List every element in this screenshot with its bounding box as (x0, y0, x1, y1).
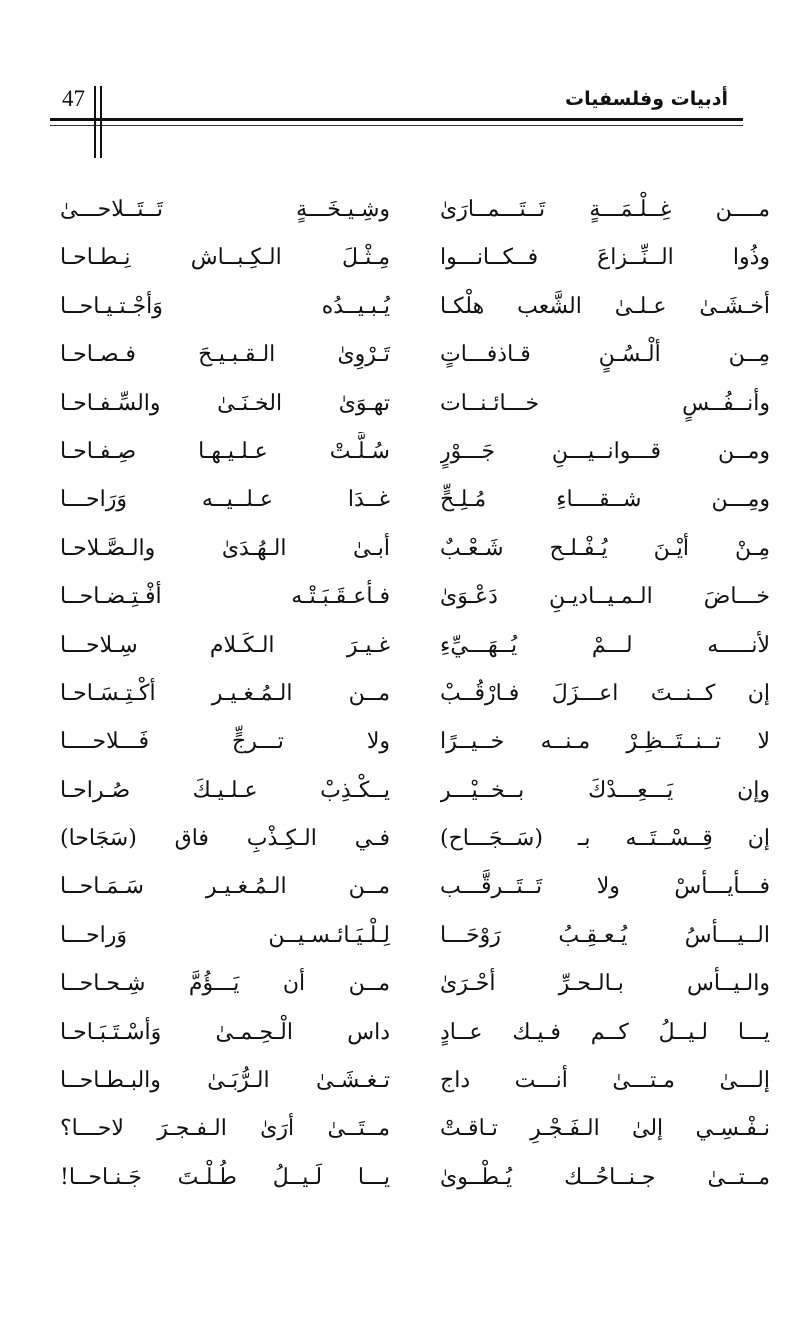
second-hemistich: فـأعـقَـبَـتْـه أفْـتِـضـاحــا (60, 584, 390, 610)
first-hemistich: إلـــىٰ مـتـــىٰ أنـــت داج (440, 1068, 770, 1094)
first-hemistich: وأنــفُــسٍ خـــائـنــات (440, 390, 770, 416)
first-hemistich: مِـنْ أيْـنَ يُـفْـلـح شَـعْـبٌ (440, 535, 770, 561)
verse-couplet (50, 238, 770, 286)
verse-couplet (50, 287, 770, 335)
page-number: 47 (62, 86, 85, 111)
first-hemistich: نـفْـسِـي إلىٰ الـفَـجْـرِ تـاقـتْ (440, 1116, 770, 1142)
verse-couplet (50, 867, 770, 915)
header-vertical-bar (94, 86, 96, 158)
first-hemistich: خـــاضَ الـمـيــاديـنِ دَعْـوَىٰ (440, 584, 770, 610)
verse-couplet (50, 626, 770, 674)
first-hemistich: فـــأيـــأسْ ولا تَــتَــرقَّـــب (440, 874, 770, 900)
verse-couplet (50, 819, 770, 867)
second-hemistich: فـي الـكِـذْبِ فاق (سَجَاحا) (60, 826, 390, 852)
verse-couplet (50, 1158, 770, 1206)
first-hemistich: مــتــىٰ جـنــاحُــك يُـطْــوىٰ (440, 1164, 770, 1190)
second-hemistich: تهـوَىٰ الخـنَـىٰ والسِّـفـاحـا (60, 390, 390, 416)
first-hemistich: والـيــأس بـالـحـرِّ أحْـرَىٰ (440, 971, 770, 997)
verse-couplet (50, 1013, 770, 1061)
second-hemistich: غــدَا عـلــيــه وَرَاحـــا (60, 487, 390, 513)
verse-couplet (50, 190, 770, 238)
verse-couplet (50, 916, 770, 964)
verse-couplet (50, 771, 770, 819)
first-hemistich: مِــن ألْـسُـنٍ قـاذفـــاتٍ (440, 342, 770, 368)
second-hemistich: داس الْـحِـمـىٰ وَأسْـتَـبَـاحـا (60, 1019, 390, 1045)
second-hemistich: مــن الـمُـغـيـر أكْـتِـسَـاحـا (60, 680, 390, 706)
verse-couplet (50, 335, 770, 383)
verse-couplet (50, 384, 770, 432)
second-hemistich: مِـثْـلَ الـكِـبــاش نِـطـاحـا (60, 245, 390, 271)
verse-couplet (50, 722, 770, 770)
verse-couplet (50, 577, 770, 625)
first-hemistich: إن كــنــتَ اعـــزَلَ فـارْقُــبْ (440, 680, 770, 706)
verse-couplet (50, 1109, 770, 1157)
second-hemistich: وشِـيـخَـــةٍ تَــتَــلاحـــىٰ (60, 197, 390, 222)
second-hemistich: مــتَــىٰ أرَىٰ الـفـجـرَ لاحـــا؟ (60, 1116, 390, 1142)
first-hemistich: الــيـــأسُ يُـعـقِـبُ رَوْحَـــا (440, 922, 770, 948)
first-hemistich: وإن يَـــعِـــدْكَ بــخــيْـــر (440, 777, 770, 803)
second-hemistich: سُـلَّـتْ عـلـيـهـا صِـفـاحـا (60, 438, 390, 464)
second-hemistich: مــن الـمُـغـيـر سَـمَـاحــا (60, 874, 390, 900)
verse-couplet (50, 480, 770, 528)
header-rule-thin (50, 125, 743, 126)
verse-couplet (50, 674, 770, 722)
second-hemistich: ولا تـــرجٍّ فَـــلاحــــا (60, 729, 390, 755)
second-hemistich: غـيـرَ الـكَـلام سِـلاحـــا (60, 632, 390, 658)
second-hemistich: تـغـشَـىٰ الـرُّبَـىٰ والبـطـاحــا (60, 1068, 390, 1094)
first-hemistich: إن قِــسْــتَــه بـ (سَــجَـــاح) (440, 826, 770, 852)
second-hemistich: لِـلْـيَـائـسـيــن وَراحـــا (60, 922, 390, 948)
second-hemistich: يـــا لَـيــلُ طُـلْـتَ جَـنـاحــا! (60, 1164, 390, 1190)
second-hemistich: يــكْـذِبْ عـلـيـكَ صُـراحـا (60, 777, 390, 803)
second-hemistich: أبـىٰ الـهُـدَىٰ والـصَّـلاحـا (60, 535, 390, 561)
first-hemistich: لا تــنــتَــظِـرْ مـنــه خــيــرًا (440, 729, 770, 755)
first-hemistich: وذُوا الــنِّــزاعَ فــكــانـــوا (440, 245, 770, 271)
second-hemistich: تَـرْوِىٰ الـقـبـيـحَ فـصـاحـا (60, 342, 390, 368)
poem-body (50, 190, 770, 1206)
verse-couplet (50, 432, 770, 480)
first-hemistich: يـــا لـيــلُ كــم فـيـك عــادٍ (440, 1019, 770, 1045)
first-hemistich: مــــن غِــلْـمَـــةٍ تَــتَـــمــارَىٰ (440, 197, 770, 222)
second-hemistich: يُـبـيــدُه وَأجْـتـيـاحــا (60, 293, 390, 319)
first-hemistich: ومــن قـــوانــيـــنِ جَـــوْرٍ (440, 438, 770, 464)
first-hemistich: أخـشَـىٰ عـلـىٰ الشَّعب هلْكـا (440, 293, 770, 319)
first-hemistich: ومِـــن شــقــــاءِ مُـلِـحٍّ (440, 487, 770, 513)
verse-couplet (50, 1061, 770, 1109)
verse-couplet (50, 529, 770, 577)
header-vertical-bar (100, 86, 102, 158)
second-hemistich: مــن أن يَـــؤُمَّ شِـحـاحــا (60, 971, 390, 997)
book-title: أدبيات وفلسفيات (565, 88, 728, 110)
first-hemistich: لأنـــــه لـــمْ يُــهَـــيِّءِ (440, 632, 770, 658)
header-rule-thick (50, 118, 743, 121)
verse-couplet (50, 964, 770, 1012)
